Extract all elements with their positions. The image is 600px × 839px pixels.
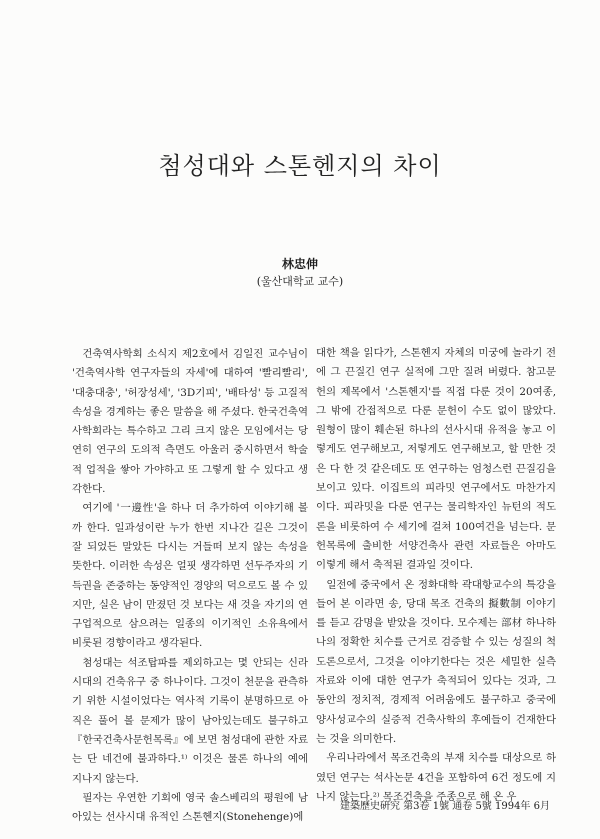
paragraph: 건축역사학회 소식지 제2호에서 김일진 교수님이 '건축역사학 연구자들의 자세'에 대하여 '빨리빨리', '대충대충', '허장성세', '3D기피', '배타성' 등 고질적 속성을 경계하는 좋은 말씀을 해 주셨다. 한국건축역사학회라는 특수하고 그리 크지 않은 모임에서는 당연히 연구의 도의적 측면도 아울러 중시하면서 학술적 업적을 쌓아 가야하고 또 그렇게 할 수 있다고 생각한다. — [72, 348, 308, 496]
author-name: 林忠伸 — [281, 257, 318, 271]
right-column — [316, 344, 556, 807]
author-affiliation: (울산대학교 교수) — [256, 275, 344, 288]
article-title: 첨성대와 스톤헨지의 차이 — [158, 152, 442, 180]
paragraph: 필자는 우연한 기회에 영국 솔스베리의 평원에 남아있는 선사시대 유적인 스톤헨지(Stonehenge)에 — [72, 791, 308, 824]
paragraph: 첨성대는 석조탑파를 제외하고는 몇 안되는 신라시대의 건축유구 중 하나이다. 그것이 천문을 관측하기 위한 시설이었다는 역사적 기록이 분명하므로 아직은 풀어 볼 문제가 많이 남아있는데도 불구하고 『한국건축사문헌목록』에 보면 첨성대에 관한 자료는 단 네건에 불과하다.¹⁾ 이것은 물론 하나의 예에 지나지 않는다. — [72, 656, 308, 785]
paragraph: 대한 책을 읽다가, 스톤헨지 자체의 미궁에 놀라기 전에 그 끈질긴 연구 실적에 그만 질려 버렸다. 참고문헌의 제목에서 '스톤헨지'를 직접 다룬 것이 20여종, 그 밖에 간접적으로 다룬 문헌이 수도 없이 많았다. 원형이 많이 훼손된 하나의 선사시대 유적을 놓고 이렇게도 연구해보고, 저렇게도 연구해보고, 할 만한 것은 다 한 것 같은데도 또 연구하는 엄청스런 끈질김을 보이고 있다. 이집트의 피라밋 연구에서도 마찬가지이다. 피라밋을 다룬 연구는 물리학자인 뉴턴의 적도론을 비롯하여 수 세기에 걸쳐 100여건을 넘는다. 문헌목록에 출비한 서양건축사 관련 자료들은 아마도 이렇게 해서 축적된 결과일 것이다. — [316, 347, 556, 572]
paragraph: 우리나라에서 목조건축의 부재 치수를 대상으로 하였던 연구는 석사논문 4건을 포함하여 6건 정도에 지나지 않는다.²⁾ 목조건축을 주종으로 해 온 우 — [316, 752, 556, 803]
journal-footer: 建築歷史硏究 第3卷 1號 通卷 5號 1994年 6月 — [340, 801, 550, 812]
paragraph: 여기에 '一邊性'을 하나 더 추가하여 이야기해 볼까 한다. 일과성이란 누가 한번 지나간 길은 그것이 잘 되었든 말았든 다시는 거들떠 보지 않는 속성을 뜻한다. 이러한 속성은 얼핏 생각하면 선두주자의 기득권을 존중하는 동양적인 경양의 덕으로도 볼 수 있지만, 실은 남이 만졌던 것 보다는 새 것을 자기의 연구업적으로 삼으려는 일종의 이기적인 소유욕에서 비롯된 경향이라고 생각된다. — [72, 502, 308, 650]
left-column — [72, 345, 308, 827]
paragraph: 일전에 중국에서 온 정화대학 곽대항교수의 특강을 들어 본 이라면 송, 당대 목조 건축의 擬數制 이야기를 듣고 감명을 받았을 것이다. 모수제는 部材 하나하나의 정확한 치수를 근거로 검증할 수 있는 성질의 척도론으로서, 그것을 이야기한다는 것은 세밀한 실측자료와 이에 대한 연구가 축적되어 있다는 것과, 그 동안의 정치적, 경제적 어려움에도 불구하고 중국에 양사성교수의 실증적 건축사학의 후예들이 건재한다는 것을 의미한다. — [316, 578, 556, 745]
